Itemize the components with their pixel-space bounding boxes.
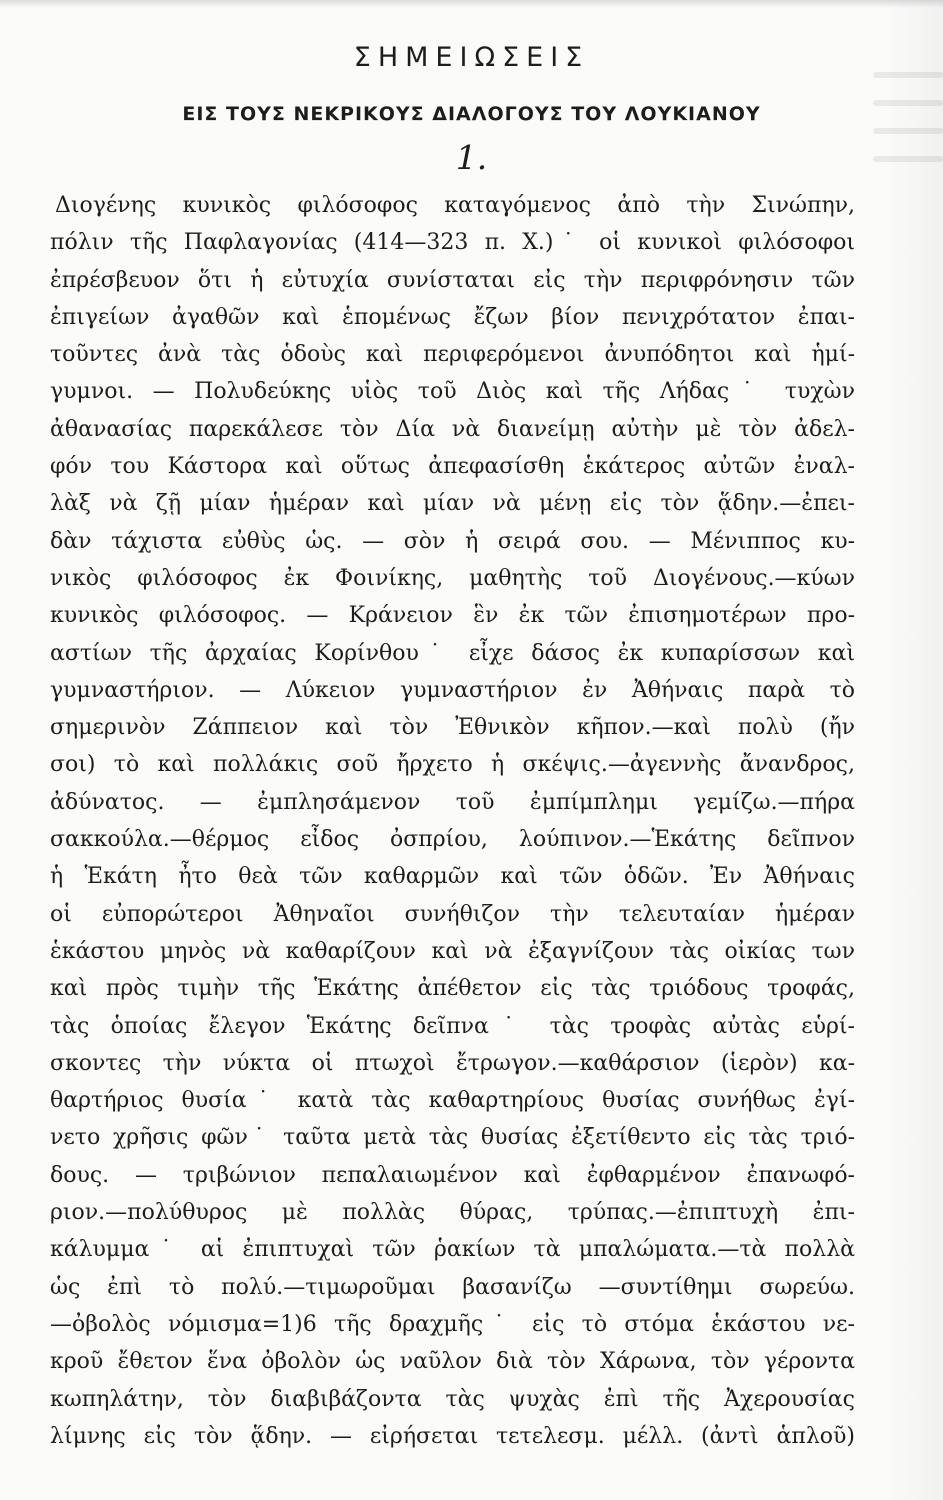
text-line: νετο χρῆσις φῶν˙ ταῦτα μετὰ τὰς θυσίας ἐξετίθεντο εἰς τὰς τριό-: [50, 1125, 855, 1151]
text-line: πόλιν τῆς Παφλαγονίας (414—323 π. Χ.)˙ οἱ κυνικοὶ φιλόσοφοι: [50, 230, 855, 256]
text-line: γυμνοι. — Πολυδεύκης υἱὸς τοῦ Διὸς καὶ τῆς Λήδας˙ τυχὼν: [50, 379, 855, 405]
text-line: φόν του Κάστορα καὶ οὕτως ἀπεφασίσθη ἑκάτερος αὐτῶν ἐναλ-: [50, 454, 855, 480]
text-line: κροῦ ἔθετον ἕνα ὀβολὸν ὡς ναῦλον διὰ τὸν Χάρωνα, τὸν γέροντα: [50, 1349, 855, 1375]
text-line: λὰξ νὰ ζῇ μίαν ἡμέραν καὶ μίαν νὰ μένῃ εἰς τὸν ᾅδην.—ἐπει-: [50, 491, 855, 517]
text-line: σοι) τὸ καὶ πολλάκις σοῦ ἤρχετο ἡ σκέψις.—ἀγεννὴς ἄνανδρος,: [50, 752, 855, 778]
text-line: νικὸς φιλόσοφος ἐκ Φοινίκης, μαθητὴς τοῦ Διογένους.—κύων: [50, 565, 855, 591]
text-line: —ὀβολὸς νόμισμα=1)6 τῆς δραχμῆς˙ εἰς τὸ στόμα ἑκάστου νε-: [50, 1311, 855, 1337]
text-line: καὶ πρὸς τιμὴν τῆς Ἑκάτης ἀπέθετον εἰς τὰς τριόδους τροφάς,: [50, 976, 855, 1002]
text-line: σημερινὸν Ζάππειον καὶ τὸν Ἐθνικὸν κῆπον.—καὶ πολὺ (ἤν: [50, 715, 855, 741]
text-line: κωπηλάτην, τὸν διαβιβάζοντα τὰς ψυχὰς ἐπὶ τῆς Ἀχερουσίας: [50, 1386, 855, 1412]
text-line: τοῦντες ἀνὰ τὰς ὁδοὺς καὶ περιφερόμενοι ἀνυπόδητοι καὶ ἡμί-: [50, 342, 855, 368]
page-top-edge: [0, 0, 943, 8]
text-line: ἀδύνατος. — ἐμπλησάμενον τοῦ ἐμπίμπλημι γεμίζω.—πήρα: [50, 789, 855, 815]
text-line: τὰς ὁποίας ἔλεγον Ἑκάτης δεῖπνα˙ τὰς τροφὰς αὐτὰς εὑρί-: [50, 1013, 855, 1039]
page-subtitle: ΕΙΣ ΤΟΥΣ ΝΕΚΡΙΚΟΥΣ ΔΙΑΛΟΓΟΥΣ ΤΟΥ ΛΟΥΚΙΑΝΟΥ: [182, 103, 761, 125]
text-line: οἱ εὐπορώτεροι Ἀθηναῖοι συνήθιζον τὴν τελευταίαν ἡμέραν: [50, 901, 855, 927]
text-line: ὡς ἐπὶ τὸ πολύ.—τιμωροῦμαι βασανίζω —συντίθημι σωρεύω.: [50, 1274, 855, 1300]
text-line: λίμνης εἰς τὸν ᾅδην. — εἰρήσεται τετελεσμ. μέλλ. (ἀντὶ ἁπλοῦ): [50, 1423, 855, 1449]
text-line: ἐπιγείων ἀγαθῶν καὶ ἑπομένως ἔζων βίον πενιχρότατον ἐπαι-: [50, 304, 855, 330]
text-line: κυνικὸς φιλόσοφος. — Κράνειον ἓν ἐκ τῶν ἐπισημοτέρων προ-: [50, 603, 855, 629]
text-line: ἀθανασίας παρεκάλεσε τὸν Δία νὰ διανείμῃ αὐτὴν μὲ τὸν ἀδελ-: [50, 416, 855, 442]
page-title: ΣΗΜΕΙΩΣΕΙΣ: [353, 42, 590, 73]
text-line: κάλυμμα˙ αἱ ἐπιπτυχαὶ τῶν ῥακίων τὰ μπαλώματα.—τὰ πολλὰ: [50, 1237, 855, 1263]
text-line: σκοντες τὴν νύκτα οἱ πτωχοὶ ἔτρωγον.—καθάρσιον (ἱερὸν) κα-: [50, 1050, 855, 1076]
section-number: 1.: [455, 138, 488, 177]
text-line: δὰν τάχιστα εὐθὺς ὡς. — σὸν ἡ σειρά σου. — Μένιππος κυ-: [50, 528, 855, 554]
bleed-through-mark: [873, 128, 943, 134]
text-line: δους. — τριβώνιον πεπαλαιωμένον καὶ ἐφθαρμένον ἐπανωφό-: [50, 1162, 855, 1188]
notes-body: [50, 187, 855, 1455]
text-line: ἑκάστου μηνὸς νὰ καθαρίζουν καὶ νὰ ἐξαγνίζουν τὰς οἰκίας των: [50, 938, 855, 964]
text-line: ἐπρέσβευον ὅτι ἡ εὐτυχία συνίσταται εἰς τὴν περιφρόνησιν τῶν: [50, 267, 855, 293]
text-line: ἡ Ἑκάτη ἦτο θεὰ τῶν καθαρμῶν καὶ τῶν ὁδῶν. Ἐν Ἀθήναις: [50, 864, 855, 890]
text-line: γυμναστήριον. — Λύκειον γυμναστήριον ἐν Ἀθήναις παρὰ τὸ: [50, 677, 855, 703]
text-line: θαρτήριος θυσία˙ κατὰ τὰς καθαρτηρίους θυσίας συνήθως ἐγί-: [50, 1088, 855, 1114]
text-line: σακκούλα.—θέρμος εἶδος ὀσπρίου, λούπινον.—Ἑκάτης δεῖπνον: [50, 827, 855, 853]
text-line: ριον.—πολύθυρος μὲ πολλὰς θύρας, τρύπας.—ἐπιπτυχὴ ἐπι-: [50, 1200, 855, 1226]
text-line: Διογένης κυνικὸς φιλόσοφος καταγόμενος ἀπὸ τὴν Σινώπην,: [55, 193, 855, 218]
page-right-shadow: [883, 0, 943, 1500]
text-line: αστίων τῆς ἀρχαίας Κορίνθου˙ εἶχε δάσος ἐκ κυπαρίσσων καὶ: [50, 640, 855, 666]
